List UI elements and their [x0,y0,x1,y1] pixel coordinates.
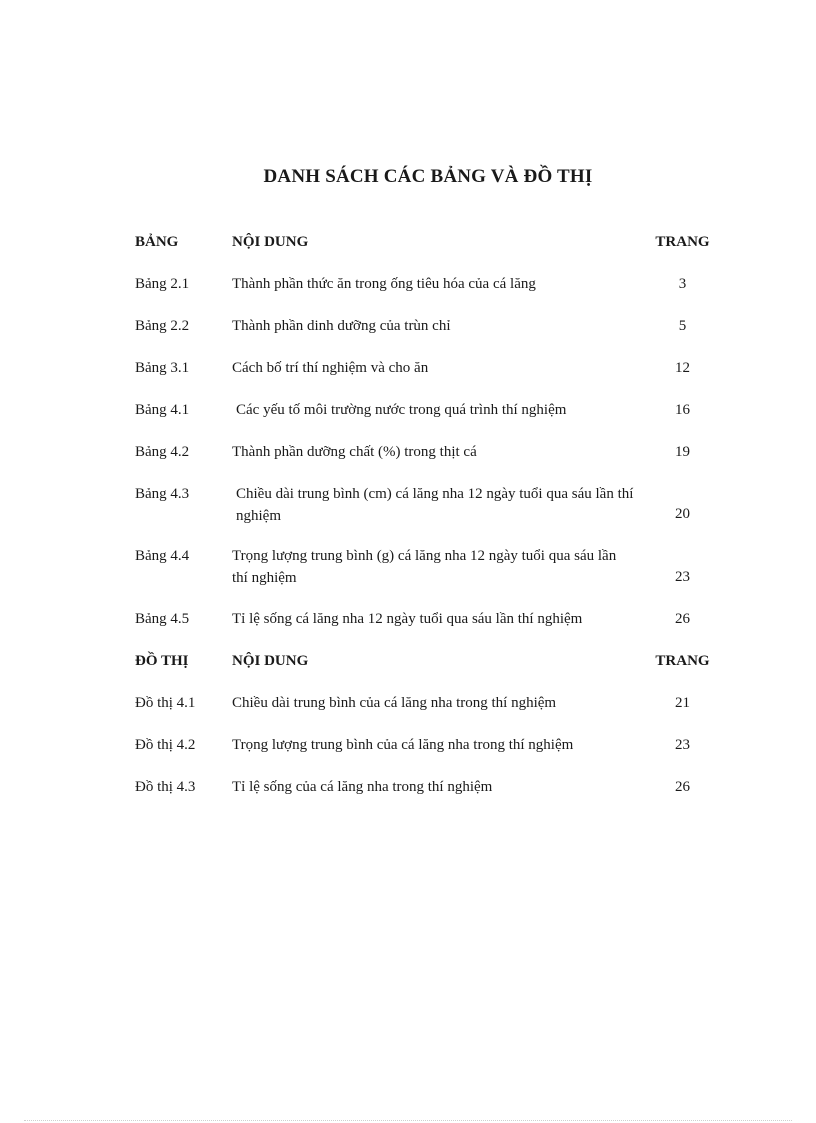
entry-page: 19 [675,444,690,460]
entry-label: Bảng 4.5 [135,611,190,627]
entry-content: Chiều dài trung bình của cá lăng nha trong thí nghiệm [232,695,557,711]
entry-page: 21 [675,695,690,711]
entry-content: Trọng lượng trung bình (g) cá lăng nha 12 ngày tuổi qua sáu lần thí nghiệm [232,548,617,586]
entry-page: 26 [675,611,690,627]
charts-header-label: ĐỒ THỊ [135,653,189,669]
tables-header-content: NỘI DUNG [232,234,309,250]
page-bottom-border [24,1120,792,1121]
entry-content: Các yếu tố môi trường nước trong quá trình thí nghiệm [236,402,567,418]
entry-label: Bảng 4.2 [135,444,190,460]
entry-page: 5 [678,318,687,334]
entry-label: Bảng 2.2 [135,318,190,334]
entry-page: 26 [675,779,690,795]
entry-page: 20 [675,506,690,522]
entry-content: Tỉ lệ sống của cá lăng nha trong thí nghiệm [232,779,493,795]
entry-content: Trọng lượng trung bình của cá lăng nha trong thí nghiệm [232,737,574,753]
entry-label: Đồ thị 4.1 [135,695,196,711]
entry-label: Bảng 4.4 [135,548,190,564]
charts-header-content: NỘI DUNG [232,653,309,669]
entry-page: 3 [678,276,687,292]
entry-content: Chiều dài trung bình (cm) cá lăng nha 12 ngày tuổi qua sáu lần thí nghiệm [236,486,634,524]
entry-content: Tỉ lệ sống cá lăng nha 12 ngày tuổi qua sáu lần thí nghiệm [232,611,583,627]
entry-label: Bảng 2.1 [135,276,190,292]
entry-page: 16 [675,402,690,418]
entry-content: Thành phần thức ăn trong ống tiêu hóa của cá lăng [232,276,536,292]
entry-page: 23 [675,737,690,753]
entry-label: Bảng 4.1 [135,402,190,418]
tables-header-page: TRANG [655,234,710,250]
entry-content: Thành phần dưỡng chất (%) trong thịt cá [232,444,477,460]
charts-header-page: TRANG [655,653,710,669]
entry-label: Bảng 3.1 [135,360,190,376]
tables-header-label: BẢNG [135,234,179,250]
entry-page: 12 [675,360,690,376]
page-title: DANH SÁCH CÁC BẢNG VÀ ĐỒ THỊ [263,166,593,187]
entry-content: Thành phần dinh dưỡng của trùn chỉ [232,318,451,334]
entry-content: Cách bố trí thí nghiệm và cho ăn [232,360,429,376]
entry-label: Đồ thị 4.3 [135,779,196,795]
entry-label: Đồ thị 4.2 [135,737,196,753]
entry-label: Bảng 4.3 [135,486,190,502]
entry-page: 23 [675,569,690,585]
